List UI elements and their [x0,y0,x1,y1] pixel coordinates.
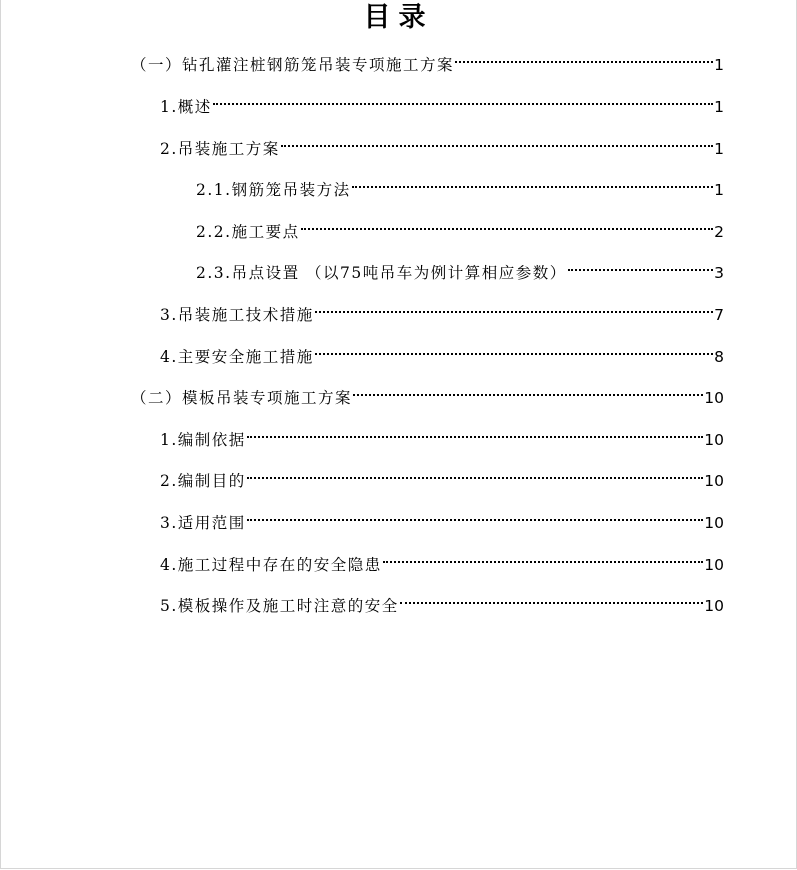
toc-entry[interactable] [131,44,724,74]
toc-entry-page: 1 [714,140,724,158]
dot-leader [568,252,713,278]
dot-leader [247,502,703,528]
toc-entry[interactable] [160,502,724,532]
toc-entry-label: 4.主要安全施工措施 [160,348,314,366]
toc-entry[interactable] [160,544,724,574]
toc-entry-page: 8 [714,348,724,366]
toc-entry-label: （一）钻孔灌注桩钢筋笼吊装专项施工方案 [131,56,455,74]
dot-leader [247,419,703,445]
toc-entry-page: 10 [704,556,724,574]
toc-entry[interactable] [160,294,724,324]
toc-entry-label: 2.3.吊点设置 （以75吨吊车为例计算相应参数） [196,264,567,282]
toc-entry[interactable] [160,336,724,366]
dot-leader [301,211,714,237]
toc-entry-page: 3 [714,264,724,282]
toc-entry[interactable] [160,419,724,449]
dot-leader [455,44,713,70]
toc-entry-label: 4.施工过程中存在的安全隐患 [160,556,382,574]
toc-entry[interactable] [196,211,724,241]
toc-entry-page: 10 [704,514,724,532]
toc-entry-label: 3.适用范围 [160,514,246,532]
toc-entry-page: 10 [704,597,724,615]
toc-entry-label: 2.吊装施工方案 [160,140,280,158]
toc-entry-page: 10 [704,389,724,407]
toc-entry-label: （二）模板吊装专项施工方案 [131,389,353,407]
toc-entry-page: 2 [714,223,724,241]
toc-title: 目录 [363,2,434,33]
toc-entry[interactable] [160,460,724,490]
toc-entry-page: 1 [714,56,724,74]
dot-leader [213,86,713,112]
toc-entry[interactable] [160,585,724,615]
toc-entry-label: 1.概述 [160,98,212,116]
toc-entry-page: 1 [714,181,724,199]
toc-entry-page: 1 [714,98,724,116]
dot-leader [247,460,703,486]
toc-entry[interactable] [196,169,724,199]
dot-leader [383,544,703,570]
toc-entry-page: 10 [704,472,724,490]
toc-entry-label: 5.模板操作及施工时注意的安全 [160,597,399,615]
toc-entry[interactable] [160,86,724,116]
toc-entry-page: 10 [704,431,724,449]
toc-entry[interactable] [196,252,724,282]
toc-entry-label: 2.编制目的 [160,472,246,490]
dot-leader [352,169,714,195]
dot-leader [400,585,703,611]
toc-entry[interactable] [131,377,724,407]
toc-entry-page: 7 [714,306,724,324]
toc-entry-label: 2.2.施工要点 [196,223,300,241]
dot-leader [281,128,713,154]
dot-leader [315,294,713,320]
toc-entry-label: 2.1.钢筋笼吊装方法 [196,181,351,199]
dot-leader [353,377,703,403]
dot-leader [315,336,713,362]
toc-entry-label: 1.编制依据 [160,431,246,449]
toc-entry-label: 3.吊装施工技术措施 [160,306,314,324]
toc-entry[interactable] [160,128,724,158]
